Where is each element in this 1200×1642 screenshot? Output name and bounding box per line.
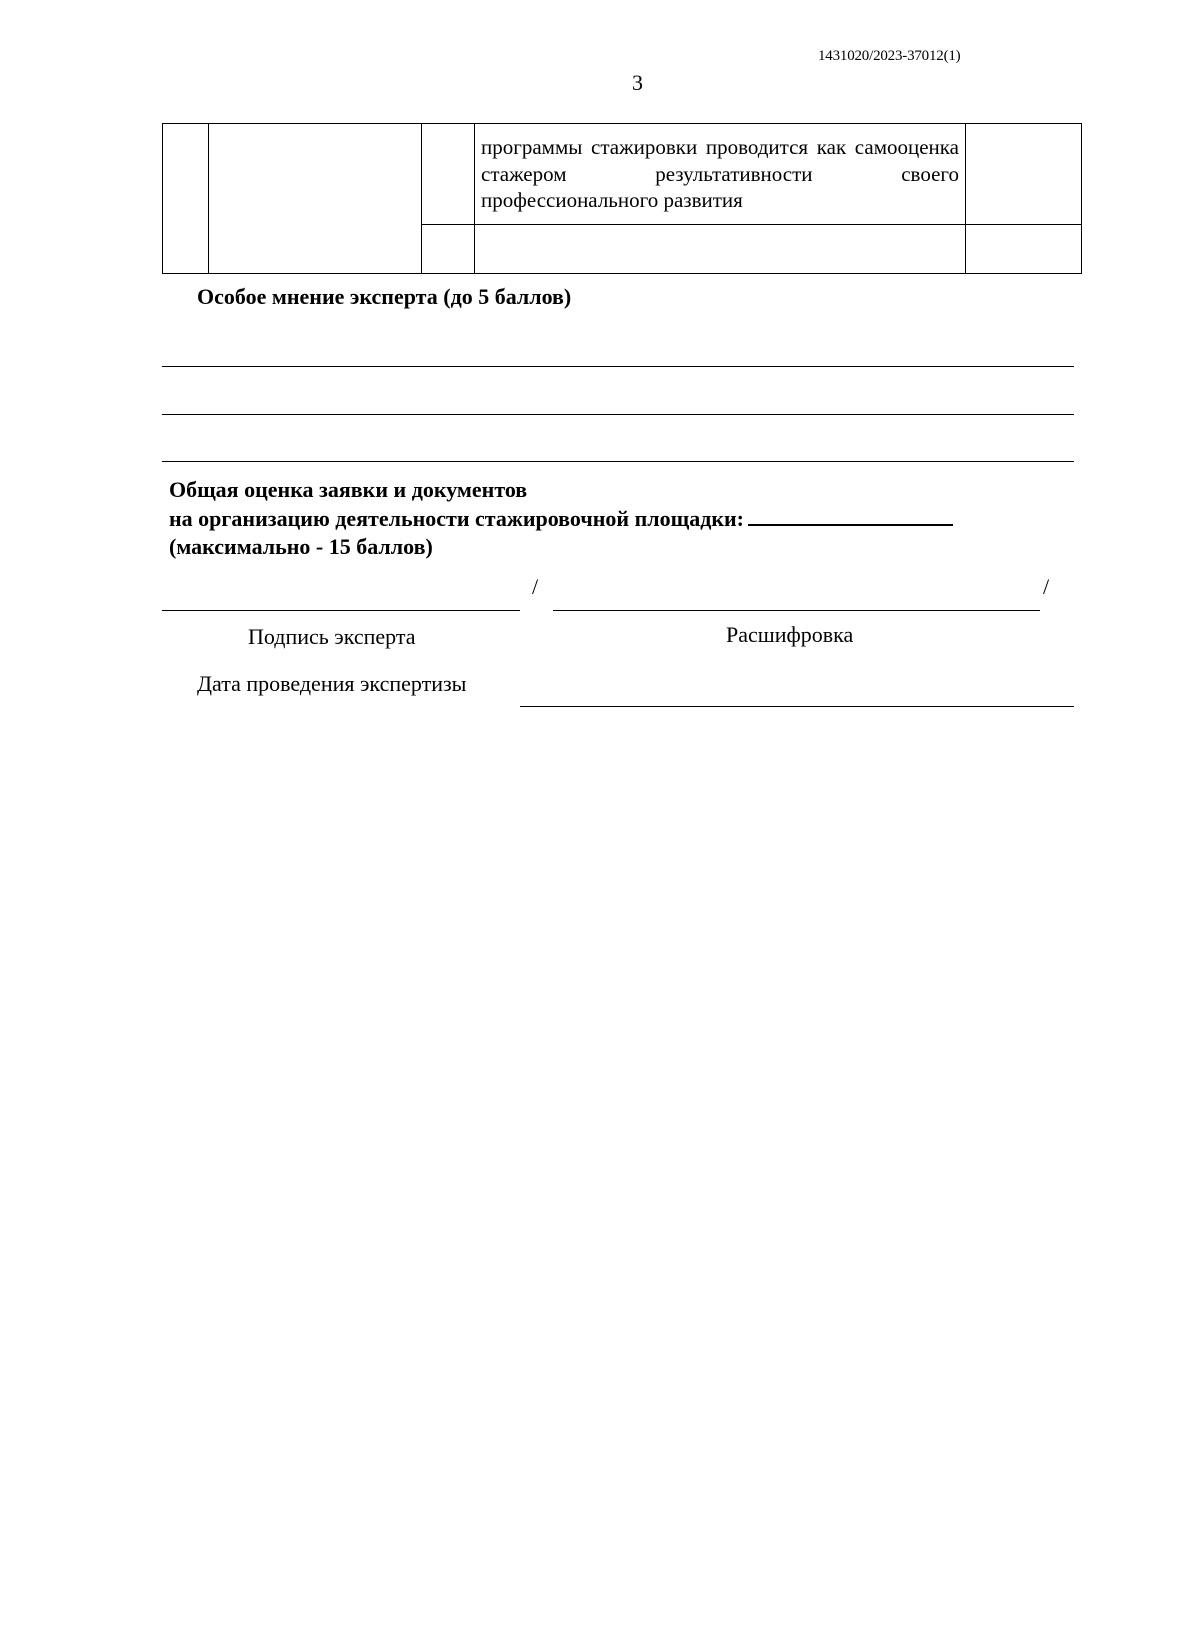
table-cell-score [966,124,1082,225]
evaluation-table [162,123,1082,274]
special-opinion-heading: Особое мнение эксперта (до 5 баллов) [197,284,572,309]
table-cell-index [422,225,475,274]
overall-line-2-text: на организацию деятельности стажировочной площадки: [169,506,744,531]
table-cell-index [422,124,475,225]
table-cell-criterion-group [209,124,422,274]
criterion-text: программы стажировки проводится как самооценка стажером результативности своего профессионального развития [481,135,959,212]
date-label: Дата проведения экспертизы [197,671,467,696]
table-cell-score [966,225,1082,274]
overall-assessment [169,476,953,561]
special-opinion-line-3[interactable] [162,461,1074,462]
signature-caption: Подпись эксперта [248,624,416,649]
decoding-line[interactable] [553,610,1040,611]
date-line[interactable] [520,706,1074,707]
overall-score-field[interactable] [748,504,953,526]
document-number: 1431020/2023-37012(1) [818,48,961,64]
table-cell-number [163,124,209,274]
overall-line-2 [169,504,953,533]
overall-line-1: Общая оценка заявки и документов [169,477,528,502]
overall-line-3: (максимально - 15 баллов) [169,534,433,559]
table-row [163,124,1082,225]
signature-separator-slash: / [532,574,539,599]
table-cell-criterion [475,124,966,225]
page-number: 3 [632,70,643,95]
table-cell-criterion [475,225,966,274]
special-opinion-line-1[interactable] [162,366,1074,367]
decoding-end-slash: / [1043,574,1050,599]
special-opinion-line-2[interactable] [162,414,1074,415]
signature-line[interactable] [162,610,520,611]
decoding-caption: Расшифровка [726,622,854,647]
